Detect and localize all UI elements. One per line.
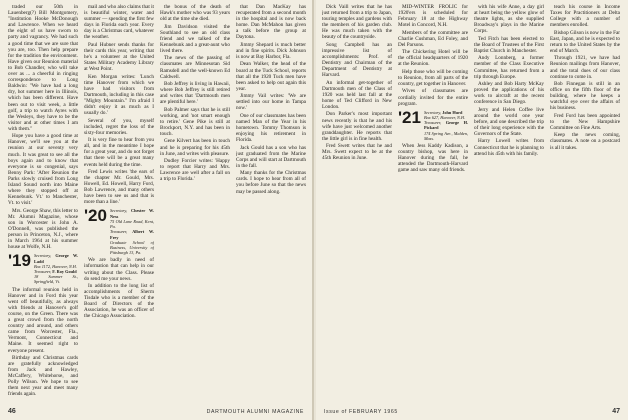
paragraph: Help those who will be coming to Reunion, from all parts of the country, get together in Hanover. [398, 68, 468, 88]
right-page [316, 0, 628, 420]
treasurer-label: Treasurer, [423, 120, 442, 126]
paragraph: Wives of classmates are cordially invited for the entire program. [398, 88, 468, 107]
treasurer-name: George H. Pickard [423, 120, 468, 131]
left-column-1 [8, 4, 78, 399]
page-number: 46 [8, 408, 16, 415]
paragraph: Andy Lonnberg, a former member of the Class Executive Committee, has returned from a trip through Europe. [474, 55, 544, 80]
paragraph: Fred Lewis writes 'the ears of the chapter Mr. Gould, Mrs. Howell, Ed. Howell, Harry Ford, Bob Lawrence, and many others have been to see us and that is more than a line.' [84, 168, 154, 206]
left-page [0, 0, 312, 420]
left-page-footer [8, 408, 304, 415]
paragraph: teach his course in Income Taxes for Practitioners at Delta College with a number of members enrolled. [550, 4, 620, 29]
paragraph: The informal reunion held in Hanover and in Ford this year went off beautifully, as always with friends at Hanover's golf course, on the Green. There was a great crowd from the north country and around, and others came from Worcester, Fla., Vermont, Connecticut and Maine. It seemed right to everyone present. [8, 286, 78, 354]
page-gutter [312, 0, 314, 420]
paragraph: Gene Kilvert has been in touch and he is preparing for his 45th in June, and writes with pleasure. [160, 138, 230, 157]
paragraph: Jimmy Shepard is much better and in fine spirits. Dick Johnson is now at Bay Harbor, Fla. [236, 41, 306, 61]
class-year: '20 [84, 206, 107, 226]
paragraph: traded our 50th in Lauenberg(?) Bill Montgomery, "Institution Hooke McDonough and Lawrence. When we heard the eight of us have sworn to party and vagrancy. We had such a good time that we are sure that you are, too. Then help prepare for the tradition the environment. Have given our Reunion material to Bob Chandler, who will take over as ... a cheerful in ringing correspondence to Long Baldwin: "We have had a long dry, hot summer here in Illinois, which has been different. Have been out to visit week, a little golf, a trip to watch Ayres with the Wesleys, they have to be the visitor and at other times I am with them." [8, 4, 78, 132]
left-page-columns [8, 4, 306, 399]
page-number: 47 [612, 408, 620, 415]
paragraph: Hope you have a good time at Hanover, we'll see you at the reunion at our seventy very much. It was great to see all the boys again and to know that everyone is so congenial, says Benny Park: 'After Reunion the Parks slowly cruised from Long Island Sound north into Maine where they stopped off at Kennebunk. Vt.' to Manchester, Vt. to visit.' [8, 133, 78, 207]
paragraph: Bob Palmer says that he is still working, and 'not smart enough to retire.' Gene Pike is still at Brockport, N.Y. and has been in touch. [160, 106, 230, 138]
left-column-3 [160, 4, 230, 399]
paragraph: One of our classmates has been named Man of the Year in his hometown. Tommy Thomson is enjoying his retirement in Florida. [236, 112, 306, 144]
paragraph: Mrs. George Shaw, this letter to Mr. Alumni Magazine, whose son in Worcester is John A. O'Donnell, was published the person in Princeton, N.J., where in March 1964 at his summer house at Wolfe, N.H. [8, 207, 78, 251]
paragraph: Ashley and Bob Harty McKay proved the applications of his work to aircraft at the recent conference in San Diego. [474, 81, 544, 106]
right-page-footer [324, 408, 620, 415]
right-column-3 [474, 4, 544, 399]
magazine-title: DARTMOUTH ALUMNI MAGAZINE [206, 409, 304, 415]
paragraph: Jerry and Helen Coffee live around the world one year before, and one described the trip of their long experience with the Governors of the State. [474, 106, 544, 138]
paragraph: Bob Jeffrey is living in Hawaii, where Bob Jeffrey is still retired and writes that 'Dartmouth men are plentiful here.' [160, 81, 230, 106]
paragraph: Several of you, myself included, regret the loss of the sixty-four memories. [84, 117, 154, 136]
class-year: '19 [8, 251, 31, 271]
secretary-address: Box 627, Hanover, N.H. [423, 114, 466, 120]
secretary-label: Secretary, [423, 109, 442, 115]
paragraph: Members of the committee are Charlie Cushman, Ed Foley, and Del Parsons. [398, 29, 468, 48]
paragraph: that Dan MacKay has recuperated from a second month in the hospital and is now back home. Dan McMahon has given a talk before the group at Daytona. [236, 4, 306, 41]
paragraph: the bonus of the death of Hawk's mother who was 93 years old at the time she died. [160, 4, 230, 23]
right-column-4 [550, 4, 620, 399]
paragraph: Many thanks for the Christmas cards. I hope to hear from all of you before June so that the news may be passed along. [236, 170, 306, 195]
paragraph: We are badly in need of information that can help in our writing about the Class. Please do send me your news. [84, 257, 154, 282]
left-column-4 [236, 4, 306, 399]
paragraph: In addition to the long list of accomplishments of Sherm Tisdale who is a member of the Board of Directors of the Association, he was an officer of the Chicago Association. [84, 282, 154, 320]
paragraph: Bob Finnegan is still in an office on the fifth floor of the building, where he keeps a watchful eye over the affairs of his business. [550, 81, 620, 112]
paragraph: Jimmy Vail writes: 'We are settled into our home in Tampa now.' [236, 93, 306, 112]
paragraph: An informal get-together of Dartmouth men of the Class of 1920 was held last fall at the home of Ted Clifford in New London. [322, 79, 392, 111]
paragraph: It is very fine to hear from you all, and in the meantime I hope for a great year, and do not forget that there will be a great many events held during the time. [84, 137, 154, 168]
paragraph: The news of the passing of classmates are Minnesotan Sid Ramsdell and the well-known Ed Caldwell. [160, 55, 230, 80]
class-officers [34, 253, 78, 284]
paragraph: Through 1921, we have had Reunion mailings from Hanover, and the total dues of our class continue to come in. [550, 55, 620, 80]
paragraph: Don Parker's most important news recently is that he and his wife have just welcomed another granddaughter. He reports that the little girl is in fine health. [322, 111, 392, 142]
secretary-address: Box 1172, Hanover, N.H. [33, 263, 77, 269]
paragraph: mail and who also claims that it is beautiful winter, water and summer — spending the first few days in Florida each year. Every day is a Christmas card, whatever the weather. [84, 4, 154, 41]
right-page-columns [322, 4, 620, 399]
class-year: '21 [398, 107, 421, 127]
treasurer-address: Graduate School of Business, University of Pittsburgh 13, Pa. [109, 239, 154, 256]
paragraph: Harry Lowell writes from Connecticut that he is planning to attend his 45th with his family. [474, 138, 544, 157]
right-column-2 [398, 4, 468, 399]
issue-label: Issue of FEBRUARY 1965 [324, 409, 398, 415]
treasurer-name: F. Roy Gould [52, 268, 77, 274]
class-header-1920 [84, 208, 154, 255]
paragraph: Dudley Forcier writes: 'Happy to report that Harry and Mrs. Lawrence are well after a fall on a trip to Florida.' [160, 158, 230, 183]
secretary-address: 75 Old Lane Road, Kent, Pa. [109, 218, 154, 230]
secretary-label: Secretary, [109, 208, 128, 214]
class-officers [424, 110, 468, 141]
paragraph: Birthday and Christmas cards are gratefully acknowledged from Jack and Hawley, McCaffery, Whitehorse, and Polly Wilson. We hope to see them next year and meet many friends again. [8, 354, 78, 398]
paragraph: MID-WINTER FROLIC for 1920'ers is scheduled for February 18 at the Highway Motel in Concord, N.H. [398, 4, 468, 29]
paragraph: Fred Swett writes that he and Mrs. Swett expect to be at the 45th Reunion in June. [322, 143, 392, 162]
paragraph: The Chickering Hotel will be the official headquarters of 1920 at the Reunion. [398, 49, 468, 68]
secretary-name: Chester W. Ness [109, 208, 154, 219]
treasurer-label: Treasurer, [33, 268, 52, 274]
paragraph: Dean Walker, the head of the board at the Tuck School, reports that all the 1920 Tuck men have been asked to help out again this year. [236, 61, 306, 92]
paragraph: Fred Ford has been appointed to the New Hampshire Committee on Fine Arts. [550, 112, 620, 131]
paragraph: Bishop Gilson is now in the Far East, Japan, and he is expected to return to the United States by the end of March. [550, 29, 620, 54]
paragraph: When Jess Kaddy Kadison, a country bishop, was here in Hanover during the fall, he attended the Dartmouth-Harvard game and saw many old friends. [398, 142, 468, 174]
paragraph: Jack Gould has a son who has just graduated from the Marine Corps and will start at Dartmouth in the fall. [236, 144, 306, 169]
class-header-1921 [398, 107, 468, 141]
secretary-name: George W. Ladd [33, 253, 78, 264]
paragraph: Dick Vaill writes that he has just returned from a trip to Japan, touring temples and gardens with the members of his garden club. He was much taken with the beauty of the countryside. [322, 4, 392, 41]
treasurer-name: Albert W. Frey [109, 229, 154, 240]
treasurer-label: Treasurer, [109, 229, 128, 235]
class-officers [110, 208, 154, 255]
left-column-2 [84, 4, 154, 399]
paragraph: Song Campbell has an impressive list of accomplishments: Prof. of Dentistry and Chairman of the Department of Dentistry at Harvard. [322, 41, 392, 79]
secretary-label: Secretary, [33, 253, 52, 259]
paragraph: Paul Hubner sends thanks for their cards this year, writing that he's a volunteer at the United States Military Academy Library at West Point. [84, 41, 154, 73]
treasurer-address: 174 Spring Ave., Malden, Mass. [423, 130, 468, 141]
right-column-1 [322, 4, 392, 399]
secretary-name: John Hurd [442, 109, 463, 115]
paragraph: Ken Morgan writes: 'Lunch time Hanover from which we have had visitors from Dartmouth, including in this case "Mighty Mountain." I'm afraid I didn't enjoy it as much as I usually do.' [84, 73, 154, 117]
treasurer-address: 18 Summer St., Springfield, Vt. [33, 274, 78, 285]
paragraph: Jim Davidson visited the Southland to see an old class friend and we talked of the Kennebunk and a great-aunt who lived there. [160, 23, 230, 54]
class-header-1919 [8, 253, 78, 284]
paragraph: Keep the news coming, classmates. A note on a postcard is all it takes. [550, 132, 620, 151]
paragraph: Ted Fitch has been elected to the Board of Trustees of the First Baptist Church in Manchester. [474, 35, 544, 54]
paragraph: with his wife Anne, a day girl at heart being the yellow glow of theatre lights, as she supplied Broadway's plays in the Marine Corps. [474, 4, 544, 35]
